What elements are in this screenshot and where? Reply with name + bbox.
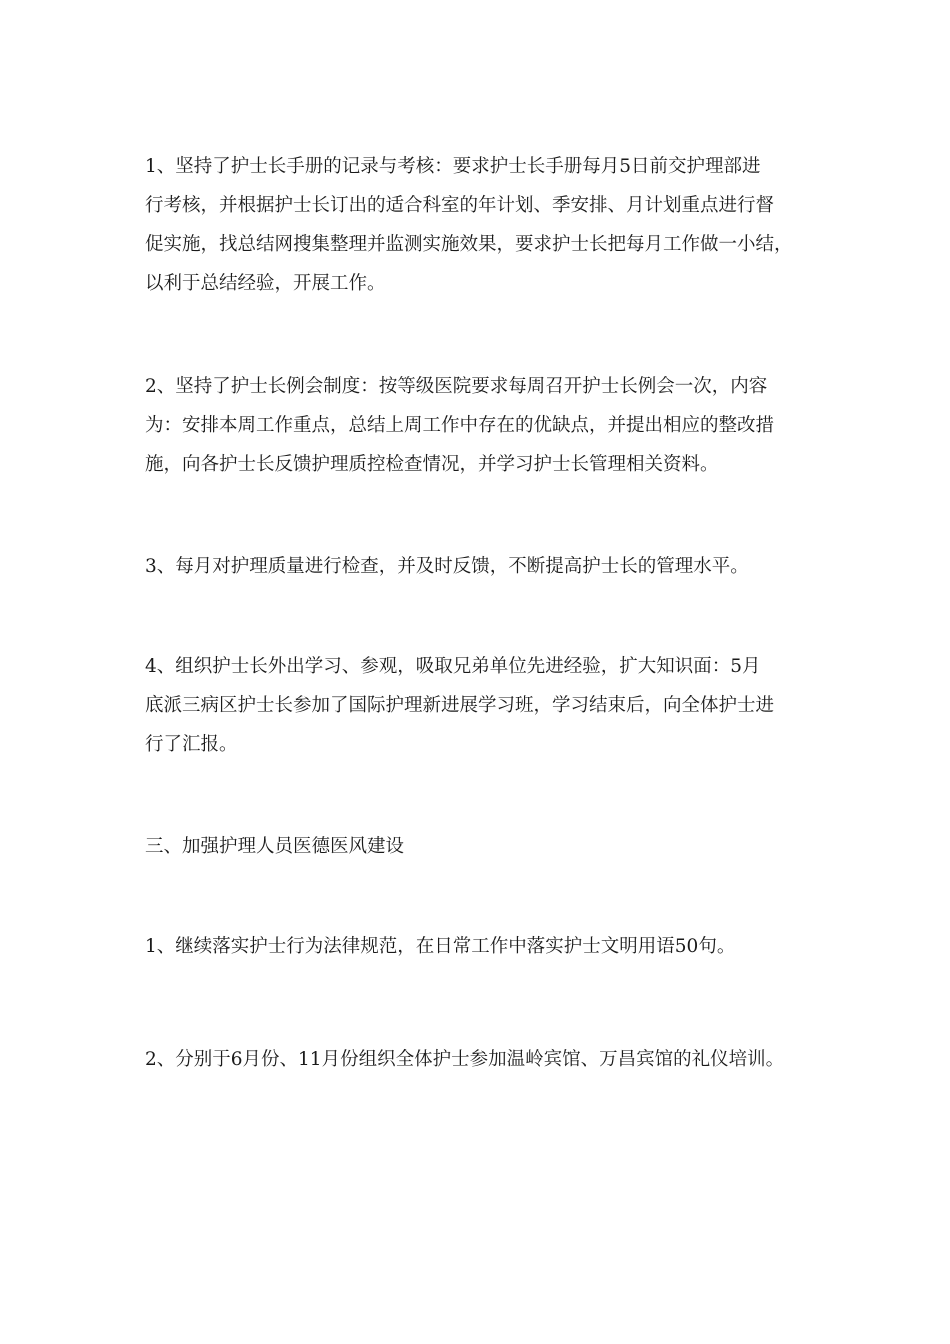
paragraph-head-nurse-meeting — [145, 367, 825, 484]
text-line: 3、每月对护理质量进行检查，并及时反馈，不断提高护士长的管理水平。 — [145, 556, 749, 577]
paragraph-external-study — [145, 647, 825, 764]
paragraph-etiquette-training — [145, 1040, 825, 1079]
section-heading — [145, 827, 825, 866]
text-line: 2、分别于6月份、11月份组织全体护士参加温岭宾馆、万昌宾馆的礼仪培训。 — [145, 1049, 785, 1070]
text-line: 1、坚持了护士长手册的记录与考核：要求护士长手册每月5日前交护理部进 — [145, 156, 761, 177]
text-line: 1、继续落实护士行为法律规范，在日常工作中落实护士文明用语50句。 — [145, 936, 736, 957]
paragraph-handbook-review — [145, 147, 825, 303]
paragraph-monthly-inspection — [145, 547, 825, 586]
text-line: 促实施，找总结网搜集整理并监测实施效果，要求护士长把每月工作做一小结， — [145, 234, 793, 255]
text-line: 行了汇报。 — [145, 734, 238, 755]
text-line: 行考核，并根据护士长订出的适合科室的年计划、季安排、月计划重点进行督 — [145, 195, 775, 216]
text-line: 施，向各护士长反馈护理质控检查情况，并学习护士长管理相关资料。 — [145, 454, 719, 475]
text-line: 4、组织护士长外出学习、参观，吸取兄弟单位先进经验，扩大知识面：5月 — [145, 656, 761, 677]
paragraph-conduct-norms — [145, 927, 825, 966]
text-line: 底派三病区护士长参加了国际护理新进展学习班，学习结束后，向全体护士进 — [145, 695, 775, 716]
text-line: 为：安排本周工作重点，总结上周工作中存在的优缺点，并提出相应的整改措 — [145, 415, 775, 436]
text-line: 三、加强护理人员医德医风建设 — [145, 836, 405, 857]
text-line: 以利于总结经验，开展工作。 — [145, 273, 386, 294]
text-line: 2、坚持了护士长例会制度：按等级医院要求每周召开护士长例会一次，内容 — [145, 376, 768, 397]
